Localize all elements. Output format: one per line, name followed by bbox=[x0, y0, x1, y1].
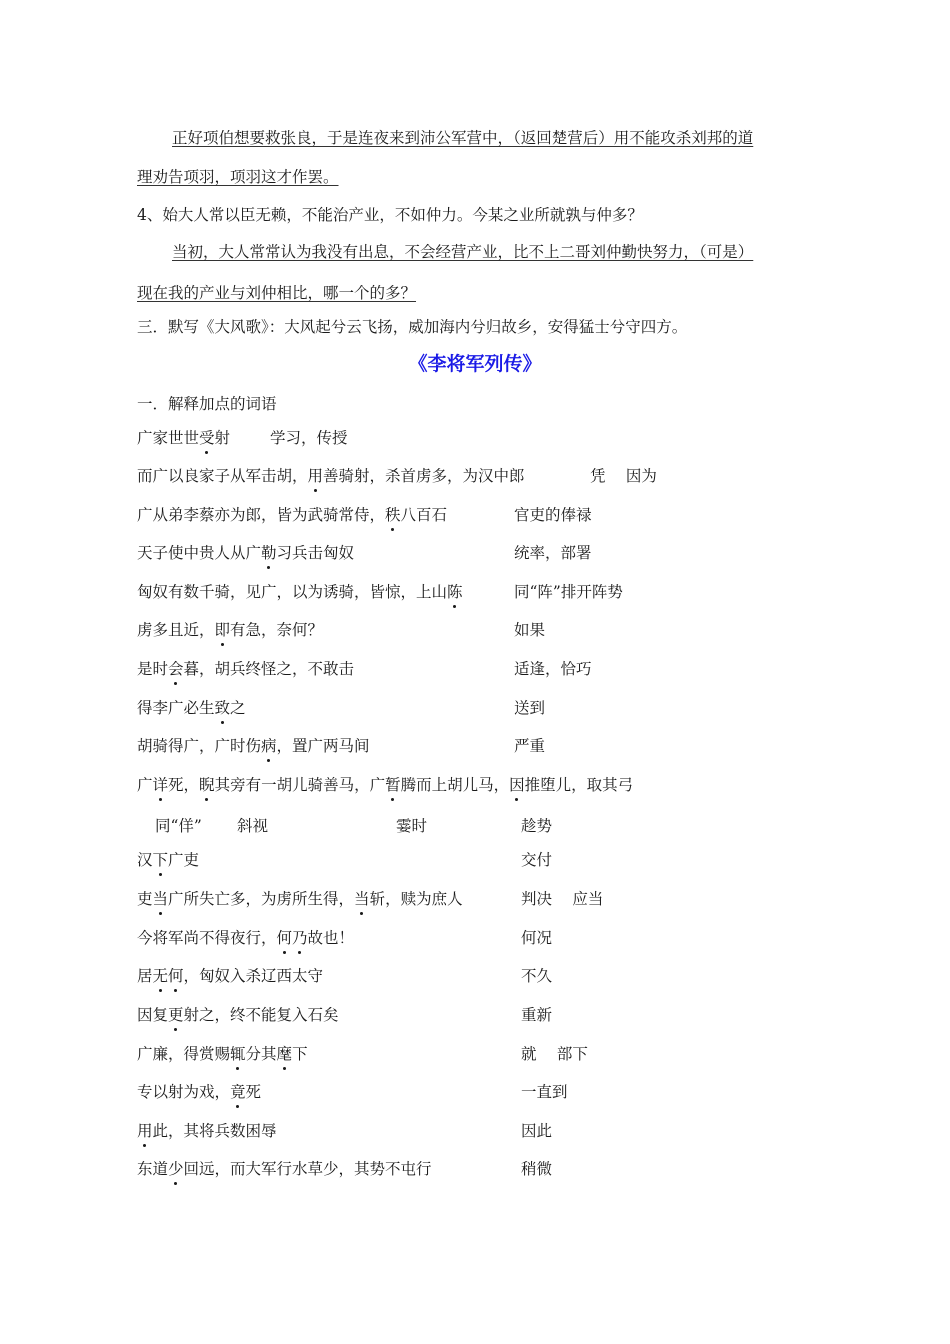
vocab-row bbox=[137, 505, 447, 525]
dotted-word: 致 bbox=[214, 699, 231, 717]
text-fragment: 广 bbox=[137, 776, 153, 794]
text-fragment: 是时 bbox=[137, 660, 169, 678]
text-fragment: ，匈奴入杀辽西太守 bbox=[183, 967, 324, 985]
text-fragment: 下 bbox=[292, 1045, 308, 1063]
vocab-row bbox=[137, 582, 463, 602]
text-fragment: 广从弟李蔡亦为郎，皆为武骑常侍， bbox=[137, 506, 386, 524]
vocab-definition: 学习，传授 bbox=[270, 429, 348, 447]
vocab-definition: 交付 bbox=[521, 851, 553, 869]
dotted-word: 用 bbox=[307, 467, 324, 485]
vocab-row bbox=[137, 966, 323, 986]
text-fragment: 之 bbox=[230, 699, 246, 717]
dotted-word: 用 bbox=[137, 1122, 153, 1140]
section-1-heading: 一．解释加点的词语 bbox=[137, 395, 277, 413]
vocab-definition: 凭 因为 bbox=[590, 467, 657, 485]
text-fragment: 其旁有一胡儿骑善马，广 bbox=[214, 776, 386, 794]
vocab-definition: 因此 bbox=[521, 1122, 553, 1140]
text-fragment: 汉 bbox=[137, 851, 153, 869]
dotted-word: 竟 bbox=[230, 1083, 246, 1101]
dotted-word: 当 bbox=[152, 890, 169, 908]
dotted-word: 受 bbox=[199, 429, 215, 447]
text-fragment: 东道 bbox=[137, 1160, 169, 1178]
text-fragment: 有急，奈何？ bbox=[230, 621, 324, 639]
text-fragment: 因复 bbox=[137, 1006, 169, 1024]
dotted-word: 乃 bbox=[292, 929, 308, 947]
dotted-word: 麾 bbox=[276, 1045, 293, 1063]
text-fragment: 天子使中贵人从广 bbox=[137, 544, 262, 562]
vocab-row bbox=[137, 736, 370, 756]
text-fragment: 推堕儿，取其弓 bbox=[524, 776, 634, 794]
vocab-definition: 重新 bbox=[521, 1006, 553, 1024]
text-fragment: 习兵击匈奴 bbox=[276, 544, 355, 562]
vocab-row bbox=[137, 620, 323, 640]
vocab-row bbox=[137, 1044, 308, 1064]
text-fragment: 广吏 bbox=[168, 851, 200, 869]
text-fragment: 匈奴有数千骑，见广，以为诱骑，皆惊，上山 bbox=[137, 583, 448, 601]
vocab-definition: 严重 bbox=[514, 737, 546, 755]
text-fragment: 今将军尚不得夜行， bbox=[137, 929, 277, 947]
vocab-row bbox=[137, 775, 633, 795]
question-4: 4、始大人常以臣无赖，不能治产业，不如仲力。今某之业所就孰与仲多？ bbox=[137, 206, 643, 224]
vocab-row bbox=[137, 1159, 432, 1179]
dotted-word: 即 bbox=[214, 621, 231, 639]
translation-4-line-1: 当初，大人常常认为我没有出息，不会经营产业，比不上二哥刘仲勤快努力，（可是） bbox=[172, 243, 754, 261]
section-3-dictation: 三．默写《大风歌》：大风起兮云飞扬，威加海内兮归故乡，安得猛士兮守四方。 bbox=[137, 318, 688, 336]
vocab-definition: 同“阵”排开阵势 bbox=[514, 583, 623, 601]
vocab-row bbox=[137, 1082, 261, 1102]
text-fragment: 分其 bbox=[245, 1045, 277, 1063]
vocab-definition: 不久 bbox=[521, 967, 553, 985]
dotted-word: 睨 bbox=[199, 776, 215, 794]
text-fragment: 虏多且近， bbox=[137, 621, 215, 639]
translation-3-line-2: 理劝告项羽，项羽这才作罢。 bbox=[137, 168, 339, 186]
dotted-word: 下 bbox=[152, 851, 169, 869]
dotted-word: 陈 bbox=[447, 583, 463, 601]
vocab-row bbox=[137, 1005, 339, 1025]
vocab-definition: 同“佯” bbox=[155, 817, 202, 835]
text-fragment: 死， bbox=[168, 776, 200, 794]
text-fragment: 射 bbox=[214, 429, 231, 447]
vocab-row bbox=[137, 698, 246, 718]
dotted-word: 详 bbox=[152, 776, 169, 794]
vocab-row bbox=[137, 928, 354, 948]
text-fragment: 死 bbox=[245, 1083, 262, 1101]
text-fragment: 广廉，得赏赐 bbox=[137, 1045, 231, 1063]
translation-3-line-1: 正好项伯想要救张良，于是连夜来到沛公军营中，（返回楚营后）用不能攻杀刘邦的道 bbox=[172, 129, 754, 147]
vocab-row bbox=[137, 428, 230, 448]
dotted-word: 病 bbox=[261, 737, 277, 755]
text-fragment: 暮，胡兵终怪之，不敢击 bbox=[183, 660, 355, 678]
dotted-word: 更 bbox=[168, 1006, 184, 1024]
dotted-word: 辄 bbox=[230, 1045, 246, 1063]
vocab-definition: 一直到 bbox=[521, 1083, 568, 1101]
text-fragment: 而广以良家子从军击胡， bbox=[137, 467, 308, 485]
vocab-definition: 霎时 bbox=[396, 817, 428, 835]
text-fragment: 回远，而大军行水草少，其势不屯行 bbox=[183, 1160, 432, 1178]
vocab-row bbox=[137, 659, 354, 679]
page-title: 《李将军列传》 bbox=[408, 353, 542, 375]
dotted-word: 暂 bbox=[385, 776, 401, 794]
text-fragment: 此，其将兵数困辱 bbox=[152, 1122, 277, 1140]
text-fragment: 斩，赎为庶人 bbox=[369, 890, 463, 908]
dotted-word: 少 bbox=[168, 1160, 184, 1178]
dotted-word: 当 bbox=[354, 890, 370, 908]
vocab-row bbox=[137, 466, 525, 486]
text-fragment: 腾而上胡儿马， bbox=[400, 776, 510, 794]
text-fragment: 八百石 bbox=[400, 506, 448, 524]
text-fragment: 故也！ bbox=[307, 929, 355, 947]
dotted-word: 秩 bbox=[385, 506, 401, 524]
dotted-word: 因 bbox=[509, 776, 525, 794]
vocab-definition: 统率，部署 bbox=[514, 544, 592, 562]
text-fragment: 广所失亡多，为虏所生得， bbox=[168, 890, 355, 908]
text-fragment: 专以射为戏， bbox=[137, 1083, 231, 1101]
dotted-word: 何 bbox=[168, 967, 184, 985]
text-fragment: 得李广必生 bbox=[137, 699, 215, 717]
text-fragment: 吏 bbox=[137, 890, 153, 908]
vocab-row bbox=[137, 543, 354, 563]
dotted-word: 无 bbox=[152, 967, 169, 985]
vocab-definition: 就 部下 bbox=[521, 1045, 588, 1063]
vocab-definition: 判决 应当 bbox=[521, 890, 604, 908]
text-fragment: 胡骑得广，广时伤 bbox=[137, 737, 262, 755]
vocab-definition: 何况 bbox=[521, 929, 553, 947]
text-fragment: 射之，终不能复入石矣 bbox=[183, 1006, 339, 1024]
text-fragment: 广家世世 bbox=[137, 429, 200, 447]
text-fragment: 居 bbox=[137, 967, 153, 985]
vocab-definition: 趁势 bbox=[521, 817, 553, 835]
vocab-row bbox=[137, 1121, 277, 1141]
dotted-word: 何 bbox=[276, 929, 293, 947]
text-fragment: ，置广两马间 bbox=[276, 737, 370, 755]
translation-4-line-2: 现在我的产业与刘仲相比，哪一个的多？ bbox=[137, 284, 417, 302]
vocab-definition: 稍微 bbox=[521, 1160, 553, 1178]
vocab-definition: 送到 bbox=[514, 699, 546, 717]
vocab-row bbox=[137, 850, 199, 870]
vocab-definition: 适逢，恰巧 bbox=[514, 660, 592, 678]
vocab-row bbox=[137, 889, 463, 909]
text-fragment: 善骑射，杀首虏多，为汉中郎 bbox=[323, 467, 525, 485]
dotted-word: 会 bbox=[168, 660, 184, 678]
dotted-word: 勒 bbox=[261, 544, 277, 562]
vocab-definition: 如果 bbox=[514, 621, 546, 639]
vocab-definition: 斜视 bbox=[237, 817, 269, 835]
vocab-definition: 官吏的俸禄 bbox=[514, 506, 592, 524]
